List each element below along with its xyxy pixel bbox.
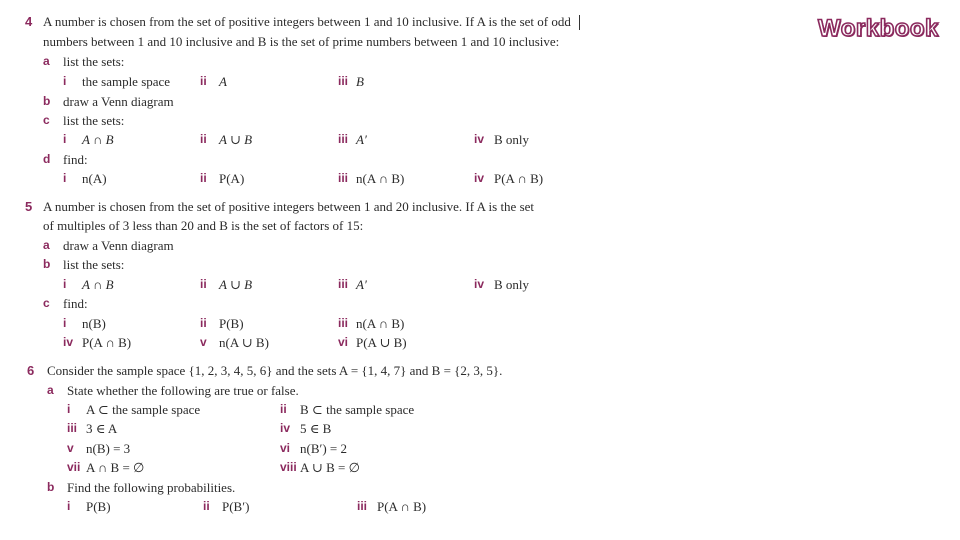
question-stem: Consider the sample space {1, 2, 3, 4, 5, 6} and the sets A = {1, 4, 7} and B = {2, 3, 5}. bbox=[47, 363, 503, 378]
subpart-label: i bbox=[67, 499, 71, 513]
subpart-label: iv bbox=[474, 277, 485, 291]
subpart-text: P(B) bbox=[86, 499, 111, 514]
subpart-text: B only bbox=[494, 277, 530, 292]
subpart-label: iii bbox=[338, 277, 349, 291]
subpart-label: ii bbox=[280, 402, 287, 416]
subpart-text: n(A ∩ B) bbox=[356, 171, 405, 186]
subpart-text: P(A ∪ B) bbox=[356, 335, 407, 350]
part-label: b bbox=[43, 94, 51, 108]
part-text: find: bbox=[63, 296, 88, 311]
subpart-label: i bbox=[67, 402, 71, 416]
subpart-text: A bbox=[219, 74, 227, 89]
subpart-text: n(A ∩ B) bbox=[356, 316, 405, 331]
subpart-label: iii bbox=[67, 421, 78, 435]
subpart-label: iii bbox=[338, 316, 349, 330]
subpart-label: ii bbox=[203, 499, 210, 513]
part-label: c bbox=[43, 113, 50, 127]
subpart-text: P(A ∩ B) bbox=[494, 171, 544, 186]
subpart-text: A ∪ B = ∅ bbox=[300, 460, 360, 475]
subpart-label: vi bbox=[280, 441, 291, 455]
subpart-text: P(B) bbox=[219, 316, 244, 331]
subpart-label: viii bbox=[280, 460, 297, 474]
subpart-label: iii bbox=[357, 499, 368, 513]
subpart-label: v bbox=[67, 441, 74, 455]
subpart-text: n(B′) = 2 bbox=[300, 441, 348, 456]
subpart-text: the sample space bbox=[82, 74, 171, 89]
subpart-text: n(A) bbox=[82, 171, 107, 186]
subpart-text: A ∩ B bbox=[82, 277, 114, 292]
subpart-label: iii bbox=[338, 132, 349, 146]
part-label: c bbox=[43, 296, 50, 310]
subpart-text: B ⊂ the sample space bbox=[300, 402, 415, 417]
subpart-label: iii bbox=[338, 171, 349, 185]
subpart-label: v bbox=[200, 335, 207, 349]
subpart-text: 5 ∈ B bbox=[300, 421, 332, 436]
question-stem: of multiples of 3 less than 20 and B is the set of factors of 15: bbox=[43, 218, 364, 233]
question-number: 5 bbox=[25, 199, 33, 214]
subpart-text: n(A ∪ B) bbox=[219, 335, 269, 350]
subpart-label: i bbox=[63, 132, 67, 146]
subpart-label: iv bbox=[474, 171, 485, 185]
part-text: Find the following probabilities. bbox=[67, 480, 236, 495]
subpart-text: A′ bbox=[356, 132, 367, 147]
subpart-label: iv bbox=[280, 421, 291, 435]
subpart-text: n(B) = 3 bbox=[86, 441, 131, 456]
subpart-label: iii bbox=[338, 74, 349, 88]
part-label: a bbox=[43, 238, 50, 252]
subpart-label: i bbox=[63, 277, 67, 291]
question-stem: A number is chosen from the set of positive integers between 1 and 10 inclusive. If A is the set of odd bbox=[43, 14, 571, 29]
subpart-label: iv bbox=[63, 335, 74, 349]
part-text: State whether the following are true or false. bbox=[67, 383, 299, 398]
subpart-text: A ∪ B bbox=[219, 132, 253, 147]
subpart-text: A ∪ B bbox=[219, 277, 253, 292]
subpart-label: i bbox=[63, 171, 67, 185]
subpart-label: vi bbox=[338, 335, 349, 349]
subpart-text: A ⊂ the sample space bbox=[86, 402, 201, 417]
subpart-text: A′ bbox=[356, 277, 367, 292]
subpart-text: A ∩ B = ∅ bbox=[86, 460, 145, 475]
part-text: draw a Venn diagram bbox=[63, 94, 174, 109]
subpart-label: ii bbox=[200, 132, 207, 146]
part-label: d bbox=[43, 152, 51, 166]
subpart-label: i bbox=[63, 74, 67, 88]
part-text: find: bbox=[63, 152, 88, 167]
question-stem: A number is chosen from the set of positive integers between 1 and 20 inclusive. If A is the set bbox=[43, 199, 535, 214]
part-label: a bbox=[47, 383, 54, 397]
subpart-label: ii bbox=[200, 171, 207, 185]
subpart-text: 3 ∈ A bbox=[86, 421, 118, 436]
part-label: a bbox=[43, 54, 50, 68]
subpart-label: i bbox=[63, 316, 67, 330]
part-label: b bbox=[43, 257, 51, 271]
subpart-text: P(A ∩ B) bbox=[377, 499, 427, 514]
subpart-text: B only bbox=[494, 132, 530, 147]
subpart-text: P(B′) bbox=[222, 499, 250, 514]
subpart-text: P(A ∩ B) bbox=[82, 335, 132, 350]
subpart-text: n(B) bbox=[82, 316, 106, 331]
part-text: draw a Venn diagram bbox=[63, 238, 174, 253]
workbook-badge: Workbook bbox=[818, 15, 939, 42]
part-text: list the sets: bbox=[63, 113, 125, 128]
subpart-label: vii bbox=[67, 460, 81, 474]
part-text: list the sets: bbox=[63, 54, 125, 69]
subpart-label: iv bbox=[474, 132, 485, 146]
part-text: list the sets: bbox=[63, 257, 125, 272]
subpart-text: B bbox=[356, 74, 364, 89]
subpart-label: ii bbox=[200, 74, 207, 88]
subpart-text: P(A) bbox=[219, 171, 245, 186]
subpart-label: ii bbox=[200, 316, 207, 330]
subpart-text: A ∩ B bbox=[82, 132, 114, 147]
subpart-label: ii bbox=[200, 277, 207, 291]
text-cursor bbox=[579, 15, 580, 30]
part-label: b bbox=[47, 480, 55, 494]
question-number: 6 bbox=[27, 363, 35, 378]
question-number: 4 bbox=[25, 14, 33, 29]
question-stem: numbers between 1 and 10 inclusive and B is the set of prime numbers between 1 and 10 inclusive: bbox=[43, 34, 560, 49]
